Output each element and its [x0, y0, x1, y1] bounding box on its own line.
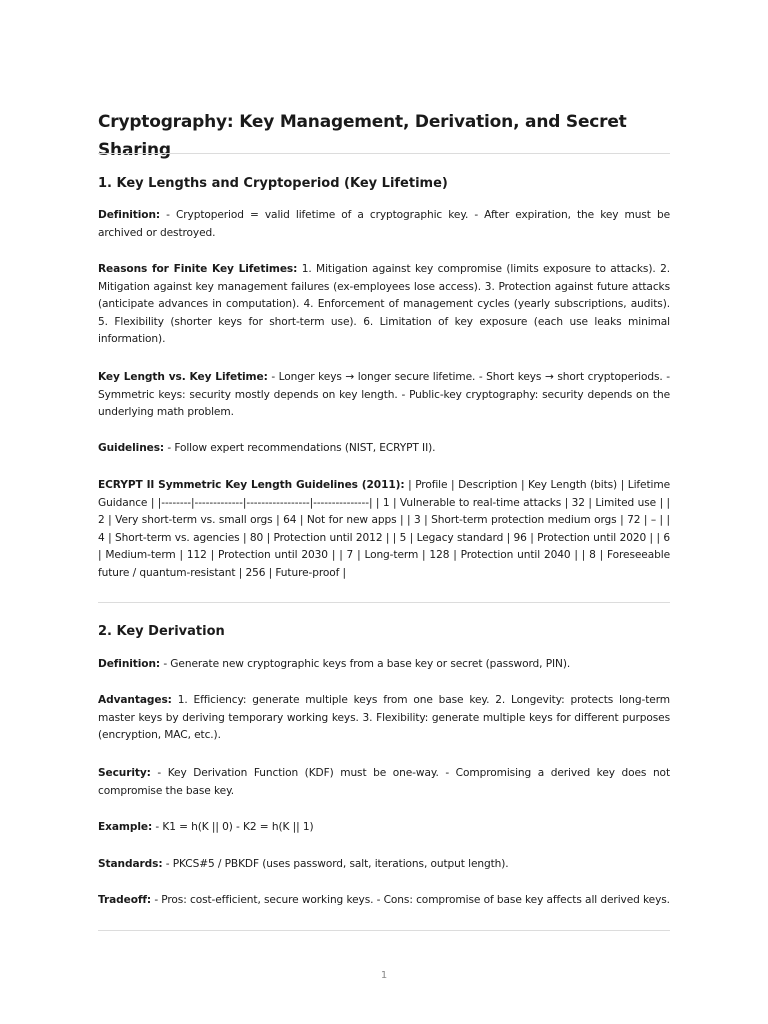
- paragraph-label: Standards:: [98, 858, 163, 870]
- paragraph-text: - Cryptoperiod = valid lifetime of a cryptographic key. - After expiration, the key must be archived or destroyed.: [98, 209, 670, 239]
- paragraph-label: Advantages:: [98, 694, 172, 706]
- paragraph: [98, 369, 670, 422]
- paragraph-text: | Profile | Description | Key Length (bits) | Lifetime Guidance | |--------|-------------|-----------------|---------------| | 1 | Vulnerable to real-time attacks | 32 | Limited use | | 2 | Very short-term vs. small orgs | 64 | Not for new apps | | 3 | Short-term protection medium orgs | 72 | – | | 4 | Short-term vs. agencies | 80 | Protection until 2012 | | 5 | Legacy standard | 96 | Protection until 2020 | | 6 | Medium-term | 112 | Protection until 2030 | | 7 | Long-term | 128 | Protection until 2040 | | 8 | Foreseeable future / quantum-resistant | 256 | Future-proof |: [98, 479, 671, 579]
- page-number: 1: [380, 970, 388, 981]
- page-title: Cryptography: Key Management, Derivation, and Secret Sharing: [98, 112, 627, 160]
- paragraph-label: Example:: [98, 821, 153, 833]
- paragraph-label: Definition:: [98, 658, 161, 670]
- paragraph-text: - Key Derivation Function (KDF) must be one-way. - Compromising a derived key does not compromise the base key.: [98, 767, 670, 797]
- divider: [98, 930, 670, 931]
- paragraph-text: - Generate new cryptographic keys from a base key or secret (password, PIN).: [160, 658, 571, 670]
- paragraph: [98, 765, 670, 800]
- divider: [98, 153, 670, 154]
- paragraph: [98, 477, 670, 583]
- paragraph-label: ECRYPT II Symmetric Key Length Guidelines (2011):: [98, 479, 405, 491]
- paragraph: [98, 656, 670, 674]
- divider: [98, 602, 670, 603]
- paragraph: [98, 207, 670, 242]
- paragraph-label: Security:: [98, 767, 151, 779]
- paragraph-label: Guidelines:: [98, 442, 165, 454]
- paragraph-label: Tradeoff:: [98, 894, 152, 906]
- paragraph: [98, 856, 670, 874]
- paragraph: [98, 819, 670, 837]
- paragraph: [98, 440, 670, 458]
- paragraph-label: Key Length vs. Key Lifetime:: [98, 371, 268, 383]
- paragraph-label: Definition:: [98, 209, 161, 221]
- paragraph: [98, 692, 670, 745]
- paragraph: [98, 892, 670, 910]
- paragraph-text: - PKCS#5 / PBKDF (uses password, salt, iterations, output length).: [162, 858, 509, 870]
- paragraph-label: Reasons for Finite Key Lifetimes:: [98, 263, 298, 275]
- paragraph-text: 1. Mitigation against key compromise (limits exposure to attacks). 2. Mitigation against key management failures (ex-employees lose access). 3. Protection against future attacks (anticipate advances in computation). 4. Enforcement of management cycles (yearly subscriptions, audits). 5. Flexibility (shorter keys for short-term use). 6. Limitation of key exposure (each use leaks minimal information).: [98, 263, 670, 346]
- paragraph-text: - Longer keys → longer secure lifetime. - Short keys → short cryptoperiods. - Symmetric keys: security mostly depends on key length. - Public-key cryptography: security depends on the underlying math problem.: [98, 371, 671, 419]
- section-heading: 2. Key Derivation: [98, 624, 225, 639]
- paragraph: [98, 261, 670, 349]
- paragraph-text: - Pros: cost-efficient, secure working keys. - Cons: compromise of base key affects all derived keys.: [151, 894, 670, 906]
- section-heading: 1. Key Lengths and Cryptoperiod (Key Lifetime): [98, 176, 448, 191]
- paragraph-text: 1. Efficiency: generate multiple keys from one base key. 2. Longevity: protects long-term master keys by deriving temporary working keys. 3. Flexibility: generate multiple keys for different purposes (encryption, MAC, etc.).: [98, 694, 670, 742]
- paragraph-text: - K1 = h(K || 0) - K2 = h(K || 1): [152, 821, 314, 833]
- paragraph-text: - Follow expert recommendations (NIST, ECRYPT II).: [164, 442, 436, 454]
